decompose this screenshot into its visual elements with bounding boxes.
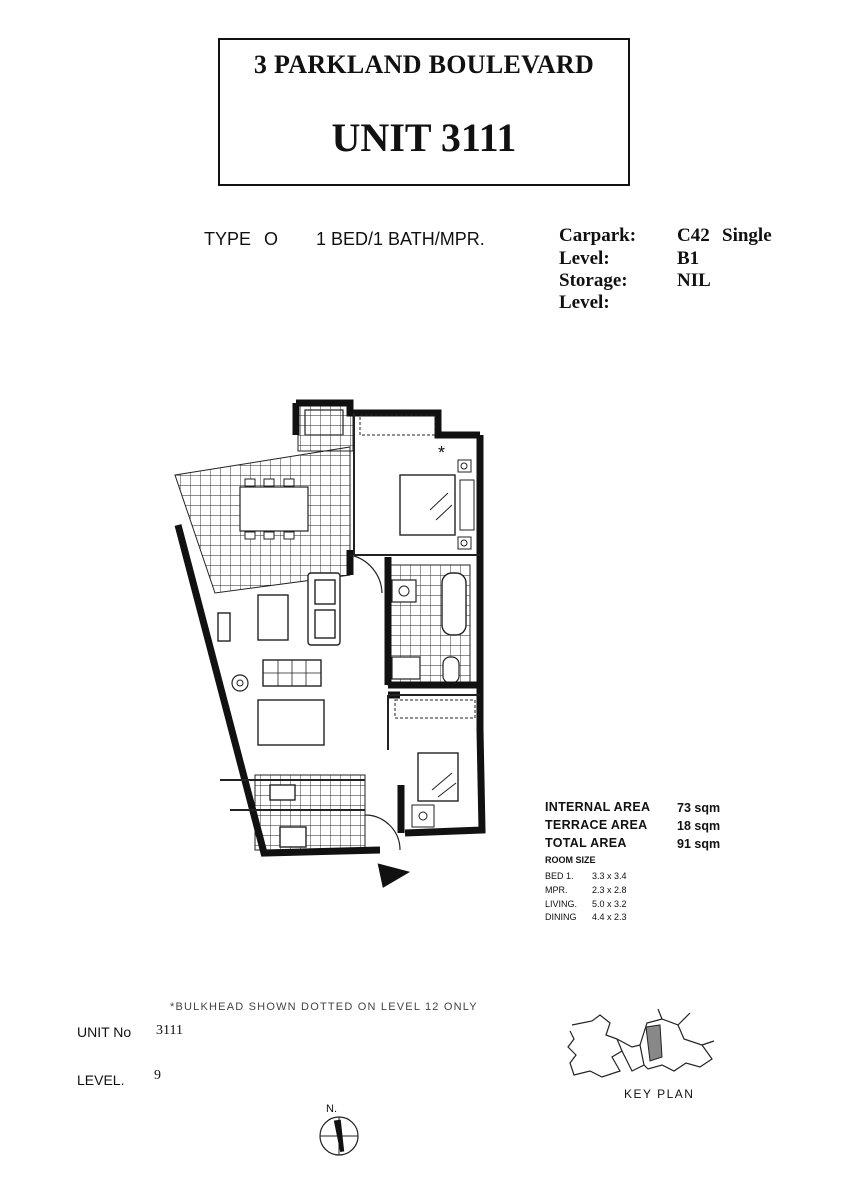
unit-no-value: 3111 — [156, 1023, 183, 1038]
toilet — [443, 657, 459, 683]
unit-configuration: 1 BED/1 BATH/MPR. — [316, 229, 485, 249]
door-swing — [350, 555, 382, 593]
storage-label: Storage: — [559, 270, 628, 291]
room-size: 5.0 x 3.2 — [592, 899, 627, 909]
type-label: TYPE — [204, 229, 252, 249]
bulkhead-note: *BULKHEAD SHOWN DOTTED ON LEVEL 12 ONLY — [170, 1001, 478, 1013]
property-address: 3 PARKLAND BOULEVARD — [253, 50, 595, 79]
bulkhead-mark: * — [438, 443, 446, 463]
title-box — [218, 38, 630, 186]
wardrobe-bed-1 — [360, 415, 435, 435]
bathtub — [442, 573, 466, 635]
vanity — [392, 580, 416, 602]
room-size: 4.4 x 2.3 — [592, 912, 627, 922]
room-size: 3.3 x 3.4 — [592, 871, 627, 881]
terrace-area-label: TERRACE AREA — [545, 818, 648, 832]
key-plan-unit-highlight — [646, 1025, 662, 1061]
key-plan — [562, 1005, 722, 1085]
terrace-table — [240, 487, 308, 531]
storage-level-label: Level: — [559, 292, 610, 313]
carpark-value: C42 — [677, 225, 710, 246]
carpark-label: Carpark: — [559, 225, 637, 246]
mpr-bed — [412, 753, 458, 827]
internal-area-label: INTERNAL AREA — [545, 800, 651, 814]
entry-arrow — [378, 857, 413, 888]
stove — [280, 827, 306, 847]
coffee-table — [258, 595, 288, 640]
storage-value: NIL — [677, 270, 711, 291]
north-label: N. — [326, 1103, 337, 1115]
carpark-level-value: B1 — [677, 248, 700, 269]
room-name: LIVING. — [545, 899, 578, 909]
north-arrow-icon — [316, 1112, 362, 1160]
unit-title: UNIT 3111 — [331, 115, 517, 160]
carpark-kind: Single — [722, 225, 772, 246]
total-area-value: 91 sqm — [677, 837, 721, 851]
level-label: LEVEL. — [77, 1072, 125, 1088]
armchair — [218, 613, 230, 641]
carpark-level-label: Level: — [559, 248, 610, 269]
floor-waste — [232, 675, 248, 691]
bed-1 — [400, 460, 474, 549]
unit-no-label: UNIT No — [77, 1024, 132, 1040]
room-name: BED 1. — [545, 871, 574, 881]
room-name: DINING — [545, 912, 577, 922]
terrace-area-value: 18 sqm — [677, 819, 721, 833]
type-value: O — [264, 229, 279, 249]
dining-table — [258, 700, 324, 745]
cooktop — [270, 785, 295, 800]
total-area-label: TOTAL AREA — [545, 836, 627, 850]
wardrobe-mpr — [395, 700, 475, 718]
floor-plan — [160, 395, 500, 895]
room-size-heading: ROOM SIZE — [545, 855, 596, 865]
key-plan-label: KEY PLAN — [624, 1087, 695, 1101]
level-value: 9 — [154, 1068, 161, 1083]
laundry — [392, 657, 420, 679]
room-name: MPR. — [545, 885, 568, 895]
internal-area-value: 73 sqm — [677, 801, 721, 815]
room-size: 2.3 x 2.8 — [592, 885, 627, 895]
